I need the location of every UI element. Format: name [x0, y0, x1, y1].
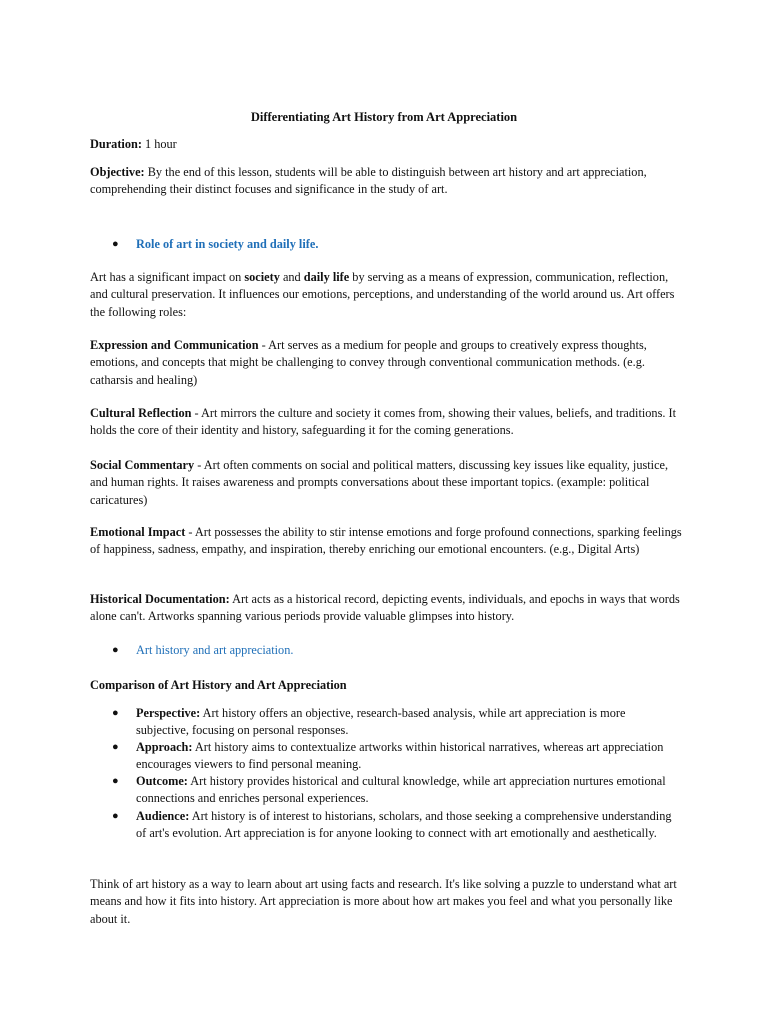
role-label: Expression and Communication — [90, 338, 259, 352]
duration-label: Duration: — [90, 137, 142, 151]
bullet-icon: ● — [112, 810, 119, 822]
list-item — [112, 773, 672, 808]
bullet-icon: ● — [112, 741, 119, 753]
document-title: Differentiating Art History from Art Appreciation — [250, 110, 518, 124]
duration-value: 1 hour — [141, 137, 177, 151]
list-item-text — [136, 773, 672, 808]
list-item-text — [136, 808, 672, 843]
list-item — [112, 705, 672, 740]
objective-paragraph — [90, 164, 682, 199]
role-text: - Art often comments on social and political matters, discussing key issues like equality, justice, and human rights. It raises awareness and prompts conversations about these important topics. (example: political caricatures) — [90, 458, 669, 507]
closing-paragraph: Think of art history as a way to learn about art using facts and research. It's like solving a puzzle to understand what art means and how it fits into history. Art appreciation is more about how art makes you feel and what you personally like about it. — [90, 877, 677, 926]
comparison-heading — [90, 677, 682, 694]
list-item-body: Art history is of interest to historians, scholars, and those seeking a comprehensive understanding of art's evolution. Art appreciation is for anyone looking to connect with art emotionally and aesthetically. — [136, 809, 672, 841]
role-text: - Art serves as a medium for people and groups to creatively express thoughts, emotions, and concepts that might be challenging to convey through conventional communication methods. (e.g. catharsis and healing) — [90, 338, 647, 387]
role-text: - Art possesses the ability to stir intense emotions and forge profound connections, sparking feelings of happiness, sadness, empathy, and inspiration, thereby enriching our emotional encounters. (e.g., Digital Arts) — [90, 525, 682, 557]
intro-text-1: Art has a significant impact on — [90, 270, 245, 284]
intro-and: and — [279, 270, 304, 284]
list-item-body: Art history offers an objective, research-based analysis, while art appreciation is more subjective, focusing on personal responses. — [136, 706, 626, 738]
list-item-body: Art history aims to contextualize artworks within historical narratives, whereas art appreciation encourages viewers to find personal meaning. — [136, 740, 664, 772]
role-emotional — [90, 524, 682, 559]
objective-label: Objective: — [90, 165, 145, 179]
role-label: Emotional Impact — [90, 525, 186, 539]
role-label: Historical Documentation: — [90, 592, 230, 606]
list-item-text — [136, 705, 672, 740]
role-text: Art acts as a historical record, depicting events, individuals, and epochs in ways that words alone can't. Artworks spanning various periods provide valuable glimpses into history. — [90, 592, 680, 624]
role-label: Social Commentary — [90, 458, 195, 472]
role-expression — [90, 337, 682, 389]
list-item-label: Audience: — [136, 809, 190, 823]
objective-text: By the end of this lesson, students will be able to distinguish between art history and art appreciation, comprehending their distinct focuses and significance in the study of art. — [90, 165, 647, 197]
bullet-icon: ● — [112, 238, 119, 250]
bullet-icon: ● — [112, 707, 119, 719]
role-historical — [90, 591, 682, 626]
section-heading-art-history-text: Art history and art appreciation. — [136, 643, 294, 657]
bullet-icon: ● — [112, 775, 119, 787]
intro-paragraph — [90, 269, 682, 321]
list-item-label: Outcome: — [136, 774, 188, 788]
section-heading-role-text: Role of art in society and daily life. — [136, 237, 319, 251]
role-label: Cultural Reflection — [90, 406, 192, 420]
list-item — [112, 739, 672, 774]
intro-society: society — [244, 270, 280, 284]
intro-text-2: by serving as a means of expression, communication, reflection, and cultural preservation. It influences our emotions, perceptions, and understanding of the world around us. Art offers the following roles: — [90, 270, 675, 319]
role-text: - Art mirrors the culture and society it comes from, showing their values, beliefs, and traditions. It holds the core of their identity and history, safeguarding it for the coming generations. — [90, 406, 677, 438]
duration-line — [90, 136, 682, 153]
intro-daily-life: daily life — [303, 270, 350, 284]
list-item-body: Art history provides historical and cultural knowledge, while art appreciation nurtures emotional connections and enriches personal experiences. — [136, 774, 666, 806]
section-heading-role — [112, 236, 318, 253]
bullet-icon: ● — [112, 644, 119, 656]
comparison-heading-text: Comparison of Art History and Art Appreciation — [90, 678, 347, 692]
section-heading-comparison-link — [112, 642, 293, 659]
list-item-label: Approach: — [136, 740, 193, 754]
list-item-text — [136, 739, 672, 774]
role-social — [90, 457, 682, 509]
list-item-label: Perspective: — [136, 706, 201, 720]
role-cultural — [90, 405, 682, 440]
list-item — [112, 808, 672, 843]
